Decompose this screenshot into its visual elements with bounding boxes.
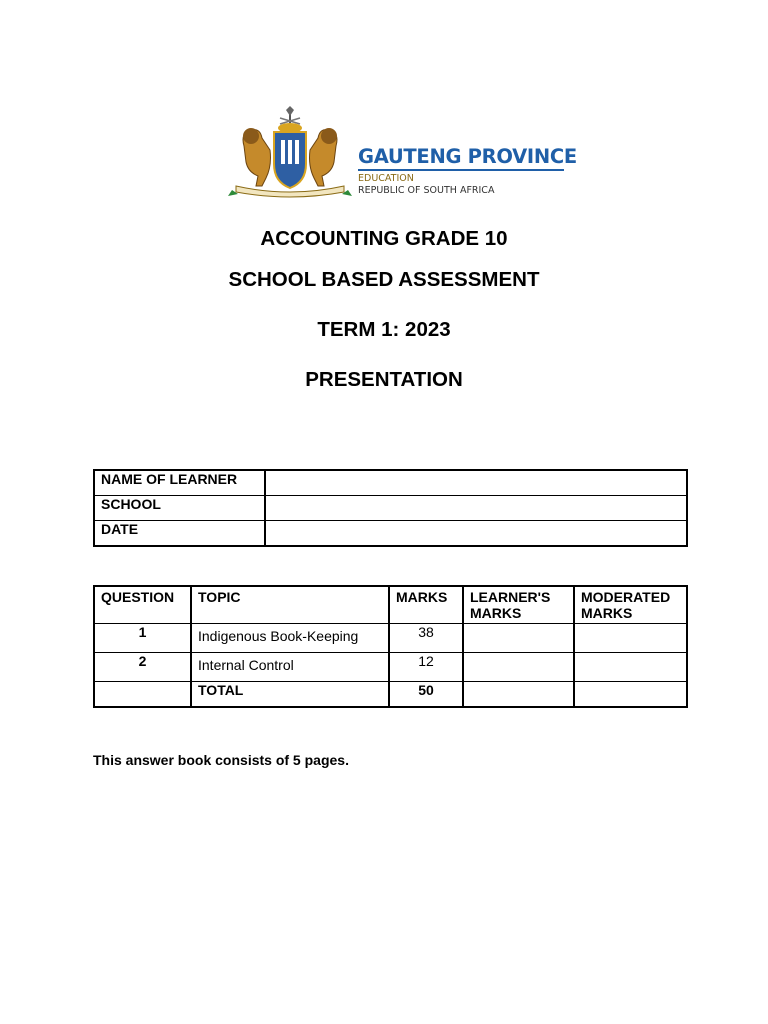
moderated-marks-cell[interactable] xyxy=(574,624,687,653)
learner-name-label: NAME OF LEARNER xyxy=(94,470,265,496)
brand-divider xyxy=(358,169,564,171)
learner-details-table xyxy=(93,469,688,547)
topic-cell: Indigenous Book-Keeping xyxy=(191,624,389,653)
table-header-row xyxy=(94,586,687,624)
learner-marks-cell[interactable] xyxy=(463,624,574,653)
term-heading: TERM 1: 2023 xyxy=(317,318,451,341)
question-number xyxy=(94,682,191,708)
gauteng-logo xyxy=(226,106,577,198)
table-row-total xyxy=(94,682,687,708)
column-header-question: QUESTION xyxy=(94,586,191,624)
moderated-total-cell[interactable] xyxy=(574,682,687,708)
topic-cell: Internal Control xyxy=(191,653,389,682)
question-number: 2 xyxy=(94,653,191,682)
province-name: GAUTENG PROVINCE xyxy=(358,145,577,168)
total-label: TOTAL xyxy=(191,682,389,708)
learner-marks-cell[interactable] xyxy=(463,653,574,682)
page-count-note: This answer book consists of 5 pages. xyxy=(93,752,349,768)
country-name: REPUBLIC OF SOUTH AFRICA xyxy=(358,185,495,196)
brand-text xyxy=(358,146,577,196)
coat-of-arms-icon xyxy=(226,106,356,198)
marks-table xyxy=(93,585,688,708)
school-label: SCHOOL xyxy=(94,496,265,521)
question-number: 1 xyxy=(94,624,191,653)
date-label: DATE xyxy=(94,521,265,547)
moderated-marks-cell[interactable] xyxy=(574,653,687,682)
learner-name-field[interactable] xyxy=(265,470,687,496)
table-row xyxy=(94,653,687,682)
task-heading: PRESENTATION xyxy=(305,368,463,391)
table-row xyxy=(94,624,687,653)
school-field[interactable] xyxy=(265,496,687,521)
assessment-heading: SCHOOL BASED ASSESSMENT xyxy=(228,268,540,291)
marks-cell: 38 xyxy=(389,624,463,653)
department-name: EDUCATION xyxy=(358,173,414,184)
total-marks: 50 xyxy=(389,682,463,708)
table-row xyxy=(94,470,687,496)
column-header-moderated-marks: MODERATED MARKS xyxy=(574,586,687,624)
date-field[interactable] xyxy=(265,521,687,547)
column-header-topic: TOPIC xyxy=(191,586,389,624)
table-row xyxy=(94,496,687,521)
table-row xyxy=(94,521,687,547)
marks-cell: 12 xyxy=(389,653,463,682)
subject-heading: ACCOUNTING GRADE 10 xyxy=(260,227,508,250)
learner-total-cell[interactable] xyxy=(463,682,574,708)
column-header-learner-marks: LEARNER'S MARKS xyxy=(463,586,574,624)
column-header-marks: MARKS xyxy=(389,586,463,624)
